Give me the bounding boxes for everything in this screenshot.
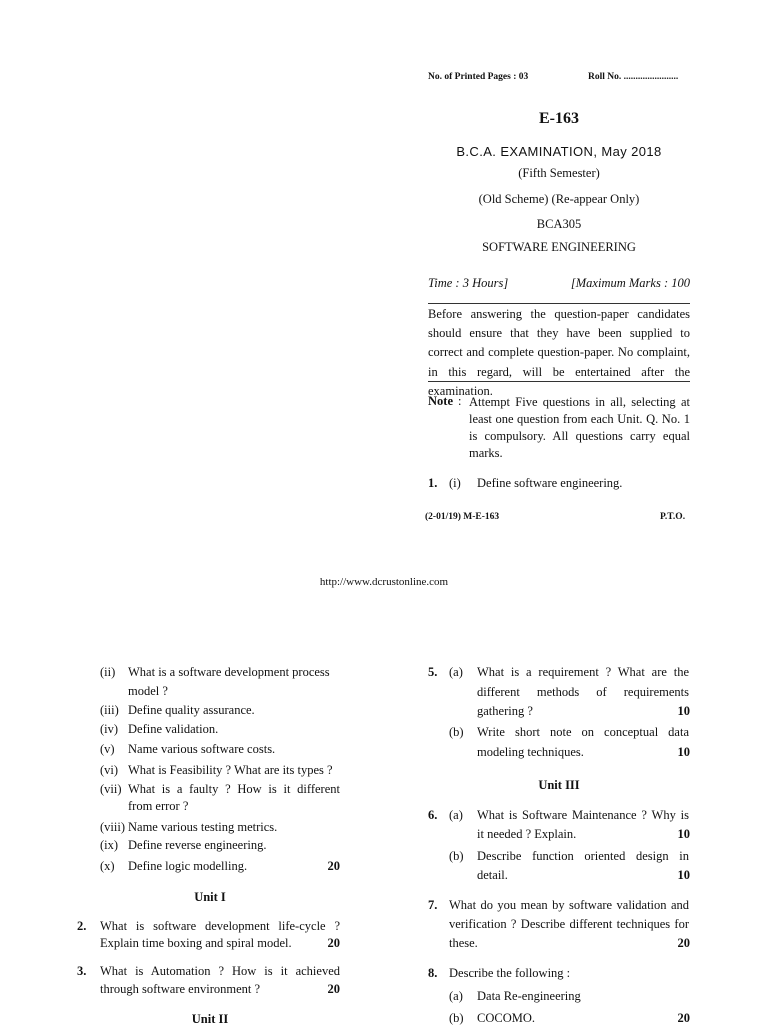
question-text-cont: Explain time boxing and spiral model. [100,936,292,950]
question-number: 6. [428,808,438,822]
part-text: What is a faulty ? How is it different [128,782,340,796]
marks: 20 [327,936,340,950]
part-number: (iv) [100,722,119,736]
sub-label: (a) [449,808,463,822]
question-number: 1. [428,476,438,490]
part-text: Define reverse engineering. [128,838,267,852]
note-text: Attempt Five questions in all, selecting at least one question from each Unit. Q. No. 1 is compulsory. All questions carry equal marks. [469,395,690,460]
part-number: (iii) [100,703,119,717]
part-text-cont: from error ? [128,799,189,813]
part-text: Define quality assurance. [128,703,255,717]
marks: 20 [327,982,340,996]
scheme-label: (Old Scheme) (Re-appear Only) [478,192,640,206]
part-text: Define logic modelling. [128,859,248,873]
part-label: (i) [449,476,461,490]
question-number: 8. [428,966,438,980]
question-text-cont: through software environment ? [100,982,261,996]
sub-text-cont: gathering ? [477,704,533,718]
part-text: What is Feasibility ? What are its types ? [128,763,333,777]
unit-3-heading: Unit III [538,778,580,792]
source-url: http://www.dcrustonline.com [319,576,449,588]
sub-label: (b) [449,725,464,739]
marks: 10 [677,704,690,718]
part-number: (vi) [100,763,119,777]
question-text: Define software engineering. [477,476,623,490]
marks: 20 [677,936,690,950]
sub-text: Describe function oriented design in [477,849,689,863]
note-label: Note [428,394,453,408]
sub-text-cont: detail. [477,868,508,882]
sub-label: (b) [449,1011,464,1025]
sub-label: (a) [449,665,463,679]
question-number: 7. [428,898,438,912]
part-number: (ix) [100,838,119,852]
question-1-part-i [428,476,623,491]
marks: 10 [677,868,690,882]
sub-text-cont: it needed ? Explain. [477,827,577,841]
sub-text-cont: different methods of requirements [477,685,689,699]
part-number: (ii) [100,665,116,679]
marks: 20 [677,1011,690,1025]
question-text-cont: verification ? Describe different techniques for [449,917,689,931]
question-number: 2. [77,919,87,933]
roll-number-field: Roll No. ....................... [588,72,679,82]
unit-1-heading: Unit I [194,890,226,904]
semester-label: (Fifth Semester) [518,166,600,180]
part-text: Define validation. [128,722,219,736]
sub-text: COCOMO. [477,1011,535,1025]
time-label: Time : 3 Hours] [428,276,509,290]
instruction-box: Before answering the question-paper candidates should ensure that they have been supplied to correct and complete question-paper. No complaint, in this regard, will be entertained after the examination. [428,307,690,398]
marks: 20 [327,859,340,873]
part-number: (x) [100,859,115,873]
sub-text: What is Software Maintenance ? Why is [477,808,689,822]
marks: 10 [677,827,690,841]
part-number: (v) [100,742,115,756]
top-rule [428,303,690,304]
part-text: Name various software costs. [128,742,276,756]
footer-code: (2-01/19) M-E-163 [425,512,500,522]
max-marks-label: [Maximum Marks : 100 [570,276,690,290]
question-text: Describe the following : [449,966,571,980]
question-text: What is Automation ? How is it achieved [100,964,340,978]
question-number: 5. [428,665,438,679]
bottom-rule [428,381,690,382]
time-marks-row [428,276,690,291]
exam-title: B.C.A. EXAMINATION, May 2018 [456,144,662,159]
printed-pages-count: No. of Printed Pages : 03 [428,72,529,82]
question-text: What do you mean by software validation and [449,898,689,912]
unit-2-heading: Unit II [191,1012,229,1026]
sub-text: Write short note on conceptual data [477,725,689,739]
course-code: BCA305 [536,217,582,231]
part-text-cont: model ? [128,684,168,698]
question-text-cont: these. [449,936,478,950]
sub-text: Data Re-engineering [477,989,581,1003]
pto-label: P.T.O. [660,512,686,522]
sub-text: What is a requirement ? What are the [477,665,689,679]
part-text: Name various testing metrics. [128,820,278,834]
part-number: (viii) [100,820,125,834]
subject-title: SOFTWARE ENGINEERING [482,240,636,254]
sub-text-cont: modeling techniques. [477,745,584,759]
note-colon: : [458,394,462,408]
marks: 10 [677,745,690,759]
question-text: What is software development life-cycle ? [100,919,340,933]
paper-code: E-163 [539,110,579,127]
question-number: 3. [77,964,87,978]
part-text: What is a software development process [128,665,330,679]
part-number: (vii) [100,782,122,796]
sub-label: (b) [449,849,464,863]
sub-label: (a) [449,989,463,1003]
printed-pages-header [428,72,690,82]
